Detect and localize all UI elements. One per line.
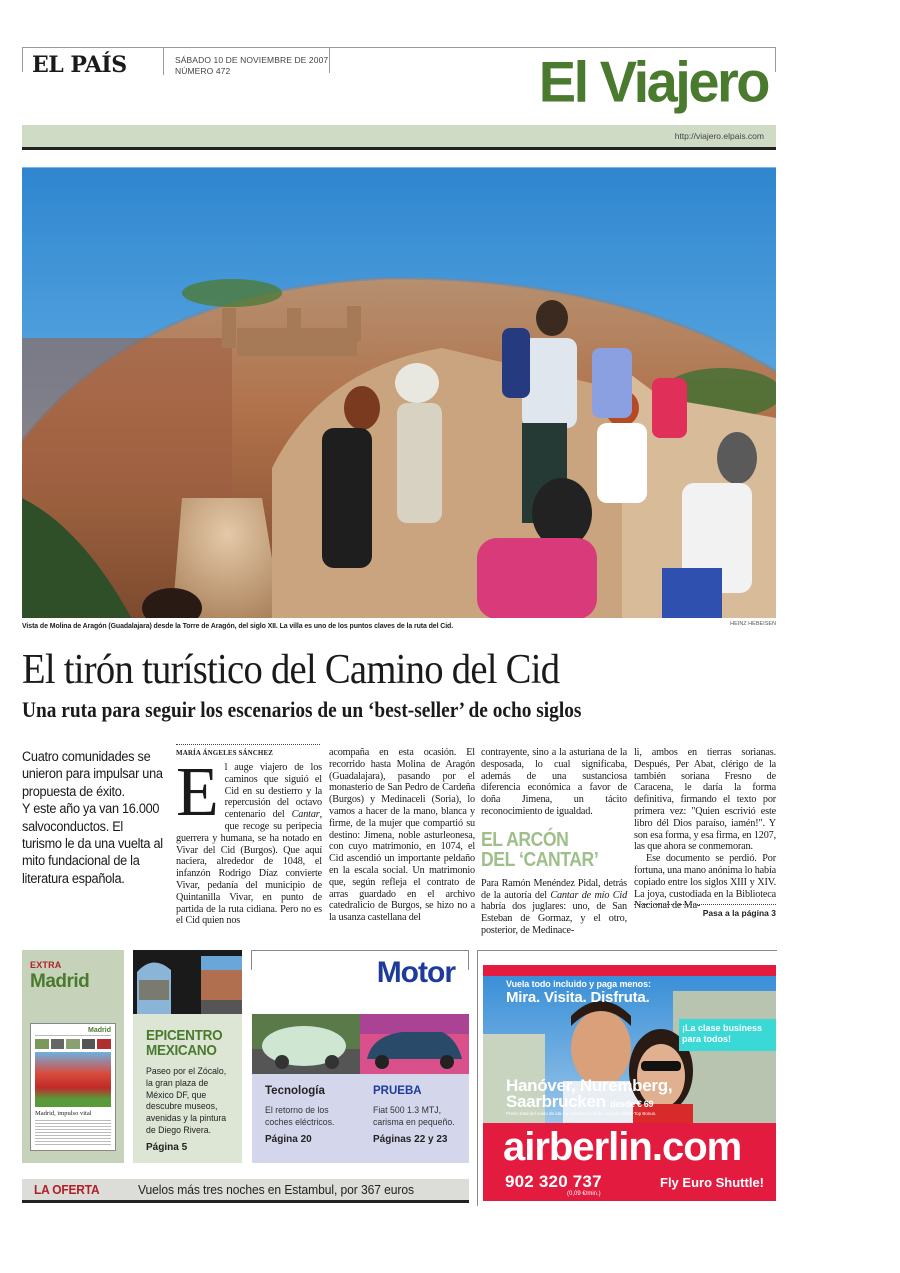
photo-credit: HEINZ HEBEISEN (730, 621, 776, 627)
zocalo-photo (133, 950, 242, 1014)
promo-motor[interactable] (251, 950, 469, 1163)
article-column-4 (634, 747, 776, 912)
motor-item-prueba[interactable] (373, 1084, 473, 1145)
divider (22, 47, 23, 72)
ad-fine-print: Precio total del vuelo de ida con servicio a bordo. Incluye Millas-Top Bonus. (506, 1111, 657, 1116)
article-lead (22, 748, 165, 887)
section-heading (481, 830, 609, 870)
promo-title-line: MEXICANO (146, 1042, 217, 1059)
promo-page-link[interactable]: Página 5 (146, 1142, 188, 1153)
body-text: habría dos juglares: uno, de San Esteban de Gormaz, y el otro, posterior, de Medinace- (481, 901, 627, 936)
article-headline[interactable]: El tirón turístico del Camino del Cid (22, 647, 560, 693)
promo-epicentro-mexicano[interactable] (133, 950, 242, 1163)
ad-destinations-line: Saarbrucken (506, 1092, 606, 1111)
ad-headline: Mira. Visita. Disfruta. (506, 989, 650, 1006)
ad-destinations-line: Hanóver, Nuremberg, (506, 1076, 673, 1095)
divider (468, 950, 469, 970)
fisheye-landscape-image (22, 168, 776, 618)
thumb-photo (35, 1052, 111, 1107)
thumb-headline: Madrid, impulso vital (35, 1110, 92, 1117)
masthead (22, 47, 776, 127)
motor-panel (252, 1074, 469, 1163)
drop-cap: E (176, 754, 219, 831)
body-text: Ese documento se perdió. Por fortuna, una mano anónima lo había copiado entre los siglos XIII y XIV. La joya, custodiada en la Biblioteca Nacional de Ma- (634, 853, 777, 912)
newspaper-logo[interactable]: EL PAÍS (32, 52, 127, 78)
lead-photo (22, 167, 776, 618)
motor-section-logo: Motor (376, 956, 455, 989)
body-text: acompaña en esta ocasión. El recorrido hasta Molina de Aragón (Guadalajara), pasando por el monasterio de San Pedro de Cardeña (Burgos) y Medinaceli (Soria), lo vamos a hacer de la mano, blanca y firme, de la mujer que compartió su destino: Jimena, noble asturleonesa, con cuyo matrimonio, en 1074, el Cid ascendió un importante peldaño en la escala social. Un matrimonio que, según refleja el contrato de arras guardado en el archivo catedralicio de Burgos, se hizo no a la usanza castellana del (329, 747, 475, 924)
section-url-link[interactable]: http://viajero.elpais.com (674, 131, 764, 141)
promo-text: Paseo por el Zócalo, la gran plaza de México DF, que descubre museos, avenidas y la pintura de Diego Rivera. (146, 1066, 227, 1136)
body-text-italic: Cantar (291, 809, 320, 821)
divider (251, 950, 469, 951)
body-text: li, ambos en tierras sorianas. Después, Per Abat, clérigo de la también soriana Fresno de Caracena, le daría la forma definitiva, firmando el texto por primera vez: "Quien escrivió este libro dél Dios paraíso, iamén!". Y son esa forma, y esa firma, en 1207, las que ahora se conmemoran. (634, 747, 776, 853)
divider (329, 47, 330, 73)
ad-slogan: Fly Euro Shuttle! (660, 1175, 764, 1190)
divider (477, 950, 478, 1206)
section-heading-line: EL ARCÓN (481, 828, 569, 851)
divider (775, 47, 776, 72)
lead-paragraph: Cuatro comunidades se unieron para impulsar una propuesta de éxito. (22, 749, 163, 799)
photo-caption: Vista de Molina de Aragón (Guadalajara) desde la Torre de Aragón, del siglo XII. La villa es uno de los puntos claves de la ruta del Cid. (22, 621, 454, 630)
thumb-teasers (35, 1039, 111, 1049)
issue-number: NÚMERO 472 (175, 66, 231, 76)
thumb-masthead-title: Madrid (88, 1027, 111, 1034)
divider (22, 1200, 469, 1203)
zocalo-image (133, 950, 242, 1014)
airberlin-advertisement[interactable] (483, 965, 776, 1201)
lead-paragraph: Y este año ya van 16.000 salvoconductos. El turismo le da una vuelta al mito fundacional de la literatura española. (22, 801, 163, 886)
byline: MARÍA ÁNGELES SÁNCHEZ (176, 749, 274, 757)
section-bar (22, 125, 776, 147)
car-photos (252, 1014, 469, 1074)
promo-kicker: PRUEBA (373, 1085, 422, 1097)
divider (163, 47, 164, 75)
motor-item-tecnologia[interactable] (265, 1084, 365, 1145)
promo-page-link[interactable]: Página 20 (265, 1134, 312, 1145)
section-logo[interactable]: El Viajero (538, 49, 768, 114)
ad-tagline: Vuela todo incluido y paga menos: (506, 979, 651, 989)
promo-extra-madrid[interactable] (22, 950, 124, 1163)
cars-image (252, 1014, 469, 1074)
airberlin-logo[interactable]: airberlin.com (503, 1125, 742, 1169)
offer-text: Vuelos más tres noches en Estambul, por 367 euros (138, 1182, 414, 1197)
promo-title: Madrid (30, 971, 90, 992)
promo-label: EXTRA (30, 960, 62, 970)
section-heading-line: DEL ‘CANTAR’ (481, 848, 599, 871)
issue-info (175, 55, 328, 77)
divider (22, 47, 776, 48)
article-column-1 (176, 754, 322, 927)
issue-date: SÁBADO 10 DE NOVIEMBRE DE 2007 (175, 55, 329, 65)
thumb-masthead (35, 1027, 111, 1036)
continue-link[interactable]: Pasa a la página 3 (702, 908, 776, 918)
ad-phone: 902 320 737 (505, 1172, 602, 1191)
divider (477, 950, 777, 951)
body-text: contrayente, sino a la asturiana de la desposada, lo cual significaba, además de una sustanciosa diferencia económica a favor de doña Jimena, un tácito reconocimiento de igualdad. (481, 747, 627, 817)
promo-kicker: Tecnología (265, 1085, 325, 1097)
body-text (481, 878, 627, 937)
promo-page-link[interactable]: Páginas 22 y 23 (373, 1134, 448, 1145)
body-text: l auge viajero de los caminos que siguió el Cid en su destierro y la repercusión del octavo centenario del (224, 762, 322, 821)
divider (176, 744, 320, 745)
article-column-3 (481, 747, 627, 937)
ad-badge: ¡La clase business para todos! (679, 1019, 776, 1051)
promo-title (146, 1028, 222, 1058)
offer-bar[interactable] (22, 1179, 469, 1200)
divider (634, 904, 776, 905)
ad-phone-rate: (0,09 €/min.) (567, 1191, 601, 1197)
thumb-text (35, 1120, 111, 1146)
body-text-italic: Cantar de mío Cid (550, 889, 628, 901)
advertisement-frame (477, 950, 777, 1206)
divider (251, 950, 252, 970)
supplement-cover-thumbnail (30, 1023, 116, 1151)
body-text: , que recoge su peripecia guerrera y humana, se ha notado en Vivar del Cid (Burgos). Que aquí naciera, alrededor de 1048, el infanzón Rodrigo Díaz convierte Vivar, pedanía del municipio de Quintanilla Vivar, en punto de partida de la ruta cidiana. Pero no es el Cid quien nos (176, 809, 322, 927)
article-subheadline: Una ruta para seguir los escenarios de un ‘best-seller’ de ocho siglos (22, 697, 582, 722)
body-text: Para Ramón Menéndez Pidal, detrás de la autoría del (481, 877, 627, 901)
promo-text: El retorno de los coches eléctricos. (265, 1105, 335, 1128)
ad-price: desde € 69 (610, 1099, 654, 1109)
promo-text: Fiat 500 1.3 MTJ, carisma en pequeño. (373, 1105, 455, 1128)
offer-label: LA OFERTA (34, 1182, 100, 1197)
ad-destinations (506, 1078, 672, 1112)
article-column-2 (329, 747, 475, 924)
promo-title-line: EPICENTRO (146, 1027, 223, 1044)
divider (22, 147, 776, 150)
